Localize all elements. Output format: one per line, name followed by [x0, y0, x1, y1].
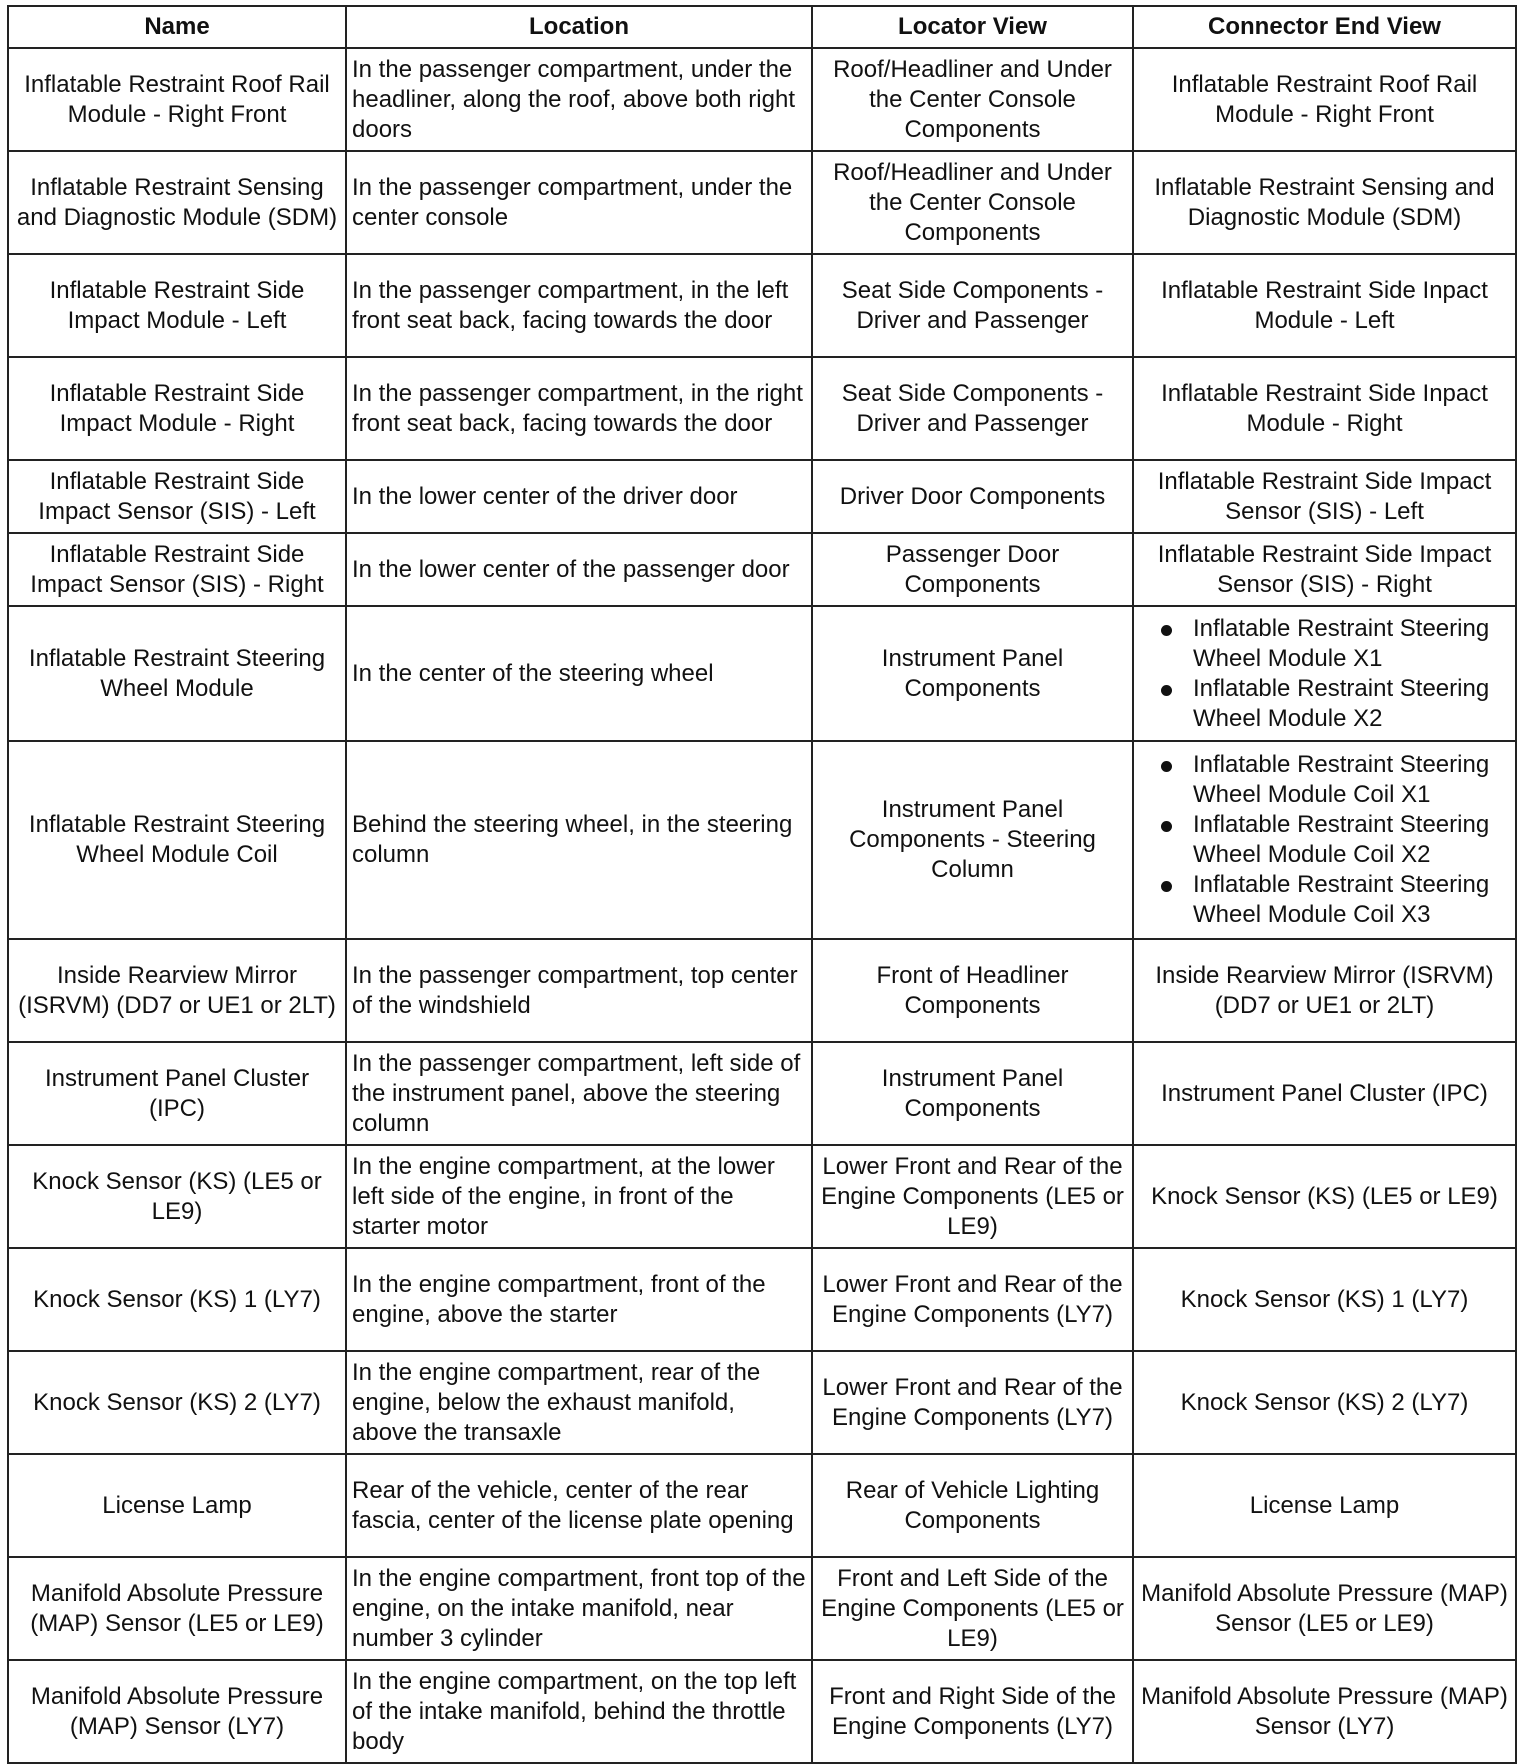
table-row [8, 606, 1516, 741]
cell-connector-end-view: Knock Sensor (KS) (LE5 or LE9) [1133, 1145, 1516, 1248]
cell-connector-end-view: Inflatable Restraint Side Impact Sensor (SIS) - Right [1133, 533, 1516, 606]
table-row [8, 48, 1516, 151]
cell-connector-end-view: Inside Rearview Mirror (ISRVM) (DD7 or UE1 or 2LT) [1133, 939, 1516, 1042]
table-row [8, 1145, 1516, 1248]
cell-location: Behind the steering wheel, in the steering column [346, 741, 812, 939]
cell-connector-end-view: Inflatable Restraint Side Inpact Module - Left [1133, 254, 1516, 357]
cell-name: Inflatable Restraint Roof Rail Module - Right Front [8, 48, 346, 151]
cell-connector-end-view: Manifold Absolute Pressure (MAP) Sensor (LE5 or LE9) [1133, 1557, 1516, 1660]
cell-name: Inflatable Restraint Steering Wheel Module Coil [8, 741, 346, 939]
cell-connector-end-view [1133, 741, 1516, 939]
table-row [8, 1454, 1516, 1557]
cell-name: Instrument Panel Cluster (IPC) [8, 1042, 346, 1145]
cell-location: In the lower center of the driver door [346, 460, 812, 533]
cell-name: License Lamp [8, 1454, 346, 1557]
list-item: Inflatable Restraint Steering Wheel Module Coil X1 [1139, 750, 1510, 810]
cell-location: In the passenger compartment, in the right front seat back, facing towards the door [346, 357, 812, 460]
cell-connector-end-view: Inflatable Restraint Sensing and Diagnostic Module (SDM) [1133, 151, 1516, 254]
cell-locator-view: Instrument Panel Components - Steering Column [812, 741, 1133, 939]
table-row [8, 254, 1516, 357]
table-row [8, 741, 1516, 939]
cell-name: Inflatable Restraint Steering Wheel Module [8, 606, 346, 741]
cell-name: Inflatable Restraint Side Impact Sensor (SIS) - Left [8, 460, 346, 533]
cell-locator-view: Passenger Door Components [812, 533, 1133, 606]
cell-locator-view: Roof/Headliner and Under the Center Console Components [812, 151, 1133, 254]
table-row [8, 1557, 1516, 1660]
table-row [8, 151, 1516, 254]
header-locator-view: Locator View [812, 6, 1133, 48]
table-row [8, 357, 1516, 460]
table-row [8, 1248, 1516, 1351]
cell-name: Manifold Absolute Pressure (MAP) Sensor (LY7) [8, 1660, 346, 1763]
cell-location: In the engine compartment, on the top left of the intake manifold, behind the throttle body [346, 1660, 812, 1763]
cell-locator-view: Roof/Headliner and Under the Center Console Components [812, 48, 1133, 151]
cell-location: In the engine compartment, at the lower left side of the engine, in front of the starter motor [346, 1145, 812, 1248]
connector-list [1139, 614, 1510, 734]
list-item: Inflatable Restraint Steering Wheel Module Coil X2 [1139, 810, 1510, 870]
cell-location: In the engine compartment, front top of the engine, on the intake manifold, near number 3 cylinder [346, 1557, 812, 1660]
cell-locator-view: Rear of Vehicle Lighting Components [812, 1454, 1133, 1557]
cell-locator-view: Seat Side Components - Driver and Passenger [812, 254, 1133, 357]
cell-location: In the engine compartment, rear of the engine, below the exhaust manifold, above the transaxle [346, 1351, 812, 1454]
cell-connector-end-view: Inflatable Restraint Side Inpact Module - Right [1133, 357, 1516, 460]
cell-connector-end-view: Inflatable Restraint Roof Rail Module - Right Front [1133, 48, 1516, 151]
cell-location: In the passenger compartment, left side of the instrument panel, above the steering column [346, 1042, 812, 1145]
cell-name: Knock Sensor (KS) (LE5 or LE9) [8, 1145, 346, 1248]
cell-locator-view: Instrument Panel Components [812, 606, 1133, 741]
list-item: Inflatable Restraint Steering Wheel Module X1 [1139, 614, 1510, 674]
cell-location: In the engine compartment, front of the engine, above the starter [346, 1248, 812, 1351]
list-item: Inflatable Restraint Steering Wheel Module Coil X3 [1139, 870, 1510, 930]
table-row [8, 460, 1516, 533]
cell-locator-view: Lower Front and Rear of the Engine Components (LY7) [812, 1351, 1133, 1454]
component-locator-table [7, 5, 1517, 1764]
cell-locator-view: Lower Front and Rear of the Engine Components (LY7) [812, 1248, 1133, 1351]
cell-connector-end-view: Knock Sensor (KS) 1 (LY7) [1133, 1248, 1516, 1351]
cell-locator-view: Front and Left Side of the Engine Components (LE5 or LE9) [812, 1557, 1133, 1660]
cell-connector-end-view: License Lamp [1133, 1454, 1516, 1557]
header-connector-end-view: Connector End View [1133, 6, 1516, 48]
table-row [8, 1660, 1516, 1763]
header-name: Name [8, 6, 346, 48]
cell-locator-view: Instrument Panel Components [812, 1042, 1133, 1145]
list-item: Inflatable Restraint Steering Wheel Module X2 [1139, 674, 1510, 734]
cell-location: Rear of the vehicle, center of the rear fascia, center of the license plate opening [346, 1454, 812, 1557]
cell-name: Inflatable Restraint Sensing and Diagnostic Module (SDM) [8, 151, 346, 254]
table-row [8, 939, 1516, 1042]
cell-location: In the passenger compartment, top center of the windshield [346, 939, 812, 1042]
cell-name: Inside Rearview Mirror (ISRVM) (DD7 or UE1 or 2LT) [8, 939, 346, 1042]
cell-name: Knock Sensor (KS) 1 (LY7) [8, 1248, 346, 1351]
header-row [8, 6, 1516, 48]
cell-name: Inflatable Restraint Side Impact Sensor (SIS) - Right [8, 533, 346, 606]
cell-location: In the lower center of the passenger door [346, 533, 812, 606]
table-row [8, 533, 1516, 606]
cell-connector-end-view [1133, 606, 1516, 741]
cell-location: In the passenger compartment, under the center console [346, 151, 812, 254]
table-row [8, 1351, 1516, 1454]
cell-name: Manifold Absolute Pressure (MAP) Sensor (LE5 or LE9) [8, 1557, 346, 1660]
cell-locator-view: Driver Door Components [812, 460, 1133, 533]
cell-locator-view: Front and Right Side of the Engine Components (LY7) [812, 1660, 1133, 1763]
cell-location: In the passenger compartment, under the headliner, along the roof, above both right doors [346, 48, 812, 151]
cell-name: Inflatable Restraint Side Impact Module - Left [8, 254, 346, 357]
header-location: Location [346, 6, 812, 48]
cell-locator-view: Front of Headliner Components [812, 939, 1133, 1042]
cell-connector-end-view: Instrument Panel Cluster (IPC) [1133, 1042, 1516, 1145]
cell-name: Inflatable Restraint Side Impact Module - Right [8, 357, 346, 460]
cell-location: In the center of the steering wheel [346, 606, 812, 741]
table-row [8, 1042, 1516, 1145]
cell-name: Knock Sensor (KS) 2 (LY7) [8, 1351, 346, 1454]
cell-connector-end-view: Knock Sensor (KS) 2 (LY7) [1133, 1351, 1516, 1454]
cell-location: In the passenger compartment, in the left front seat back, facing towards the door [346, 254, 812, 357]
cell-locator-view: Lower Front and Rear of the Engine Components (LE5 or LE9) [812, 1145, 1133, 1248]
cell-locator-view: Seat Side Components - Driver and Passenger [812, 357, 1133, 460]
connector-list [1139, 750, 1510, 930]
cell-connector-end-view: Manifold Absolute Pressure (MAP) Sensor (LY7) [1133, 1660, 1516, 1763]
cell-connector-end-view: Inflatable Restraint Side Impact Sensor (SIS) - Left [1133, 460, 1516, 533]
